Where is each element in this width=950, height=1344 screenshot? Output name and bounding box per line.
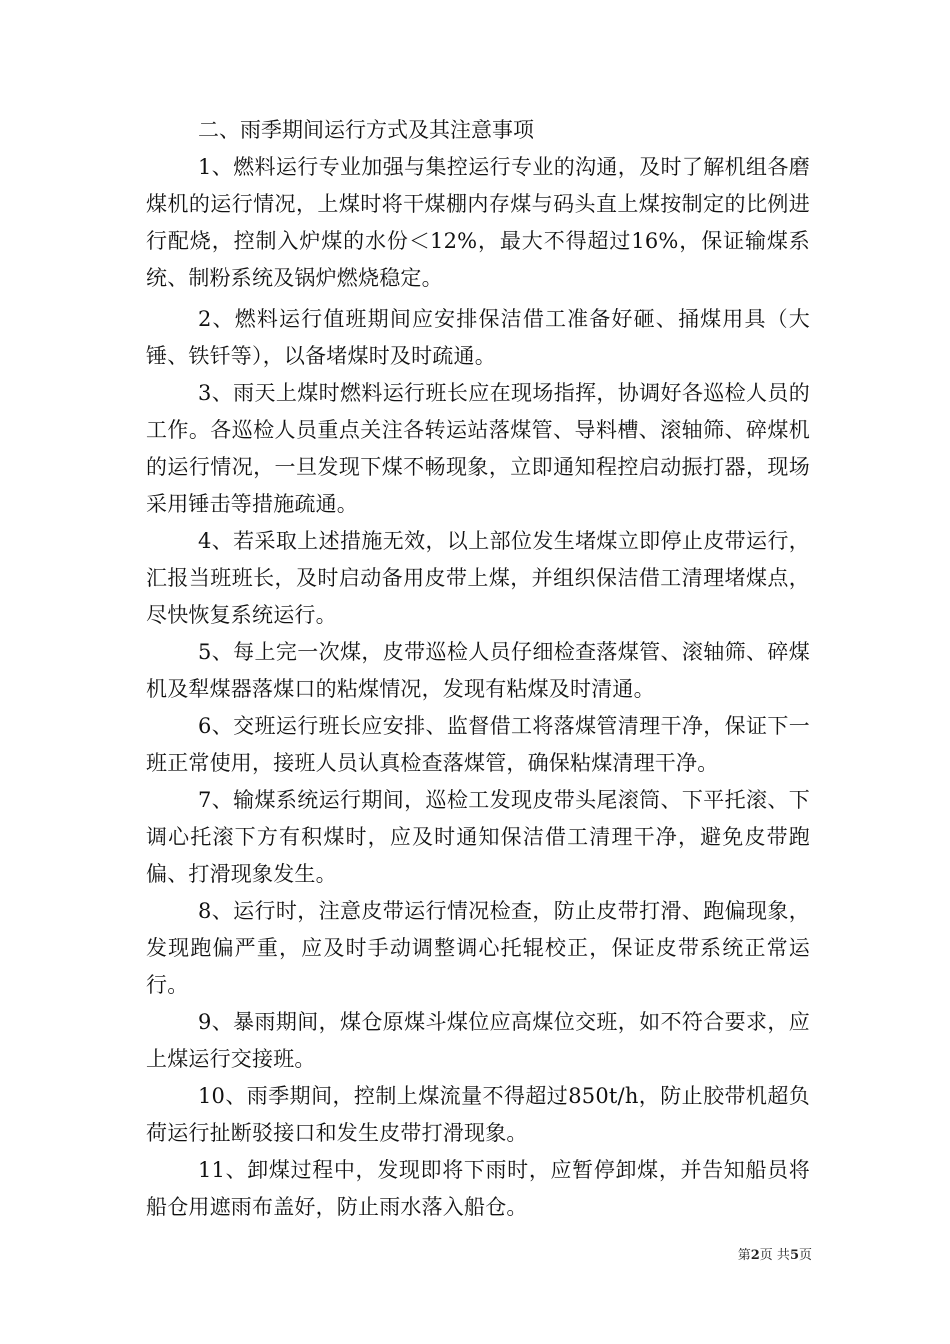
paragraph-3: 3、雨天上煤时燃料运行班长应在现场指挥，协调好各巡检人员的工作。各巡检人员重点关注各转运站落煤管、导料槽、滚轴筛、碎煤机的运行情况，一旦发现下煤不畅现象，立即通知程控启动振打器，现场采用锤击等措施疏通。 [146, 381, 810, 516]
footer-suffix: 页 [798, 1248, 812, 1263]
paragraph-4: 4、若采取上述措施无效，以上部位发生堵煤立即停止皮带运行，汇报当班班长，及时启动备用皮带上煤，并组织保洁借工清理堵煤点，尽快恢复系统运行。 [146, 529, 810, 627]
section-title: 二、雨季期间运行方式及其注意事项 [198, 118, 534, 142]
current-page-number: 2 [750, 1248, 760, 1263]
footer-prefix: 第 [737, 1248, 751, 1263]
document-body [146, 112, 810, 1226]
footer-middle: 页 共 [759, 1248, 790, 1263]
paragraph-1: 1、燃料运行专业加强与集控运行专业的沟通，及时了解机组各磨煤机的运行情况，上煤时将干煤棚内存煤与码头直上煤按制定的比例进行配烧，控制入炉煤的水份＜12%，最大不得超过16%，保证输煤系统、制粉系统及锅炉燃烧稳定。 [146, 155, 810, 290]
paragraph-7: 7、输煤系统运行期间，巡检工发现皮带头尾滚筒、下平托滚、下调心托滚下方有积煤时，应及时通知保洁借工清理干净，避免皮带跑偏、打滑现象发生。 [146, 788, 810, 886]
paragraph-11: 11、卸煤过程中，发现即将下雨时，应暂停卸煤，并告知船员将船仓用遮雨布盖好，防止雨水落入船仓。 [146, 1158, 810, 1219]
paragraph-8: 8、运行时，注意皮带运行情况检查，防止皮带打滑、跑偏现象，发现跑偏严重，应及时手动调整调心托辊校正，保证皮带系统正常运行。 [146, 899, 810, 997]
page-number-footer [700, 1247, 812, 1265]
paragraph-10: 10、雨季期间，控制上煤流量不得超过850t/h，防止胶带机超负荷运行扯断驳接口和发生皮带打滑现象。 [146, 1084, 810, 1145]
total-pages-number: 5 [789, 1248, 799, 1263]
paragraph-5: 5、每上完一次煤，皮带巡检人员仔细检查落煤管、滚轴筛、碎煤机及犁煤器落煤口的粘煤情况，发现有粘煤及时清通。 [146, 640, 810, 701]
paragraph-2: 2、燃料运行值班期间应安排保洁借工准备好砸、捅煤用具（大锤、铁钎等），以备堵煤时及时疏通。 [146, 307, 810, 368]
paragraph-9: 9、暴雨期间，煤仓原煤斗煤位应高煤位交班，如不符合要求，应上煤运行交接班。 [146, 1010, 810, 1071]
paragraph-6: 6、交班运行班长应安排、监督借工将落煤管清理干净，保证下一班正常使用，接班人员认真检查落煤管，确保粘煤清理干净。 [146, 714, 810, 775]
